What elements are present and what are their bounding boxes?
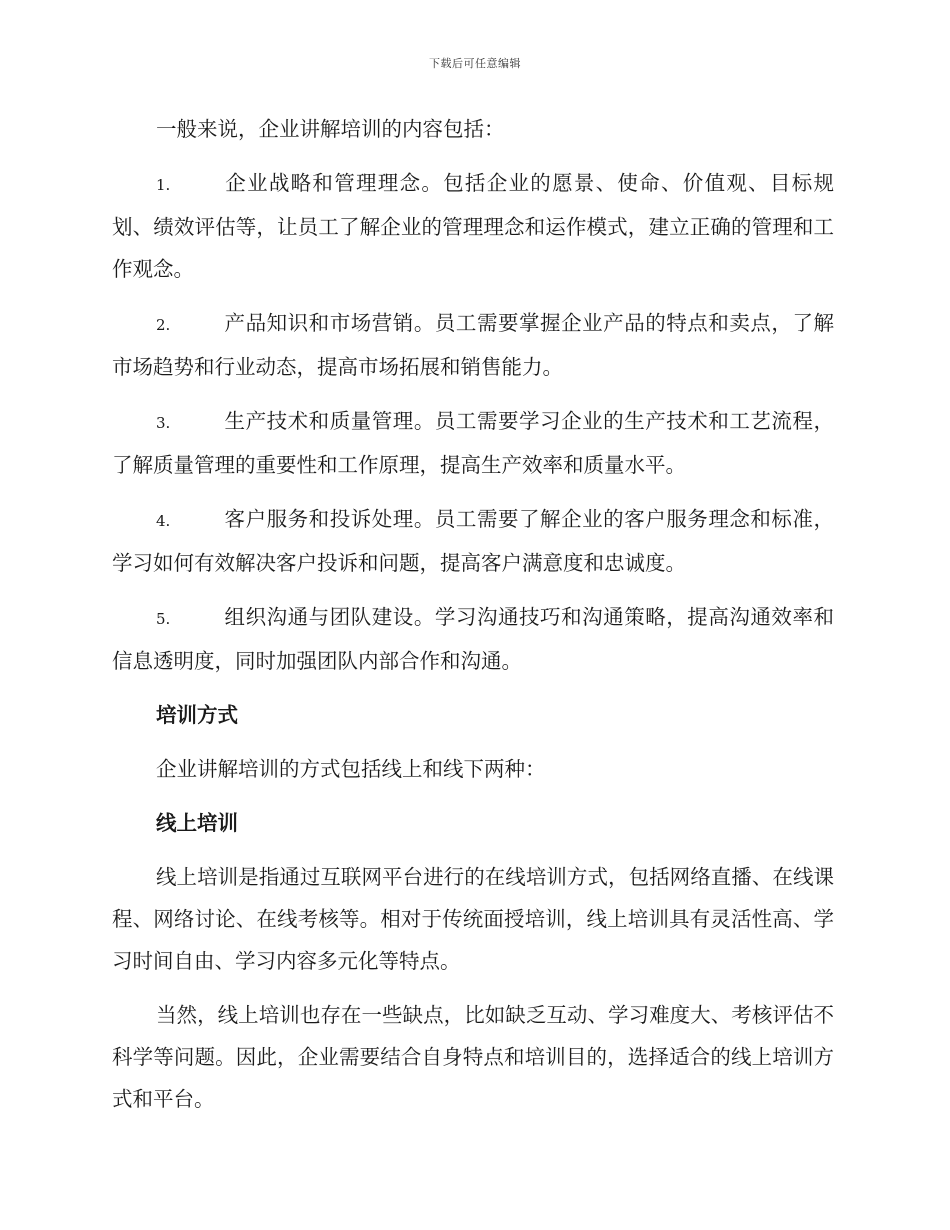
online-training-paragraph-1: 线上培训是指通过互联网平台进行的在线培训方式，包括网络直播、在线课程、网络讨论、在线考核等。相对于传统面授培训，线上培训具有灵活性高、学习时间自由、学习内容多元化等特点。 <box>112 865 834 973</box>
page-header: 下载后可任意编辑 <box>429 57 521 70</box>
list-text: 企业战略和管理理念。包括企业的愿景、使命、价值观、目标规划、绩效评估等，让员工了解企业的管理理念和运作模式，建立正确的管理和工作观念。 <box>112 171 834 281</box>
list-item <box>112 162 834 290</box>
list-number: 3. <box>156 414 171 432</box>
section-heading-training-methods: 培训方式 <box>156 703 238 727</box>
list-number: 5. <box>156 610 171 628</box>
list-item <box>112 498 834 584</box>
list-item <box>112 400 834 486</box>
list-text: 产品知识和市场营销。员工需要掌握企业产品的特点和卖点，了解市场趋势和行业动态，提高市场拓展和销售能力。 <box>112 311 834 379</box>
document-body <box>112 108 834 1132</box>
training-methods-intro: 企业讲解培训的方式包括线上和线下两种： <box>156 757 546 781</box>
list-item <box>112 596 834 682</box>
list-number: 1. <box>156 176 171 194</box>
list-text: 组织沟通与团队建设。学习沟通技巧和沟通策略，提高沟通效率和信息透明度，同时加强团队内部合作和沟通。 <box>112 605 834 673</box>
list-number: 4. <box>156 512 171 530</box>
list-text: 客户服务和投诉处理。员工需要了解企业的客户服务理念和标准，学习如何有效解决客户投诉和问题，提高客户满意度和忠诚度。 <box>112 507 834 575</box>
online-training-paragraph-2: 当然，线上培训也存在一些缺点，比如缺乏互动、学习难度大、考核评估不科学等问题。因此，企业需要结合自身特点和培训目的，选择适合的线上培训方式和平台。 <box>112 1003 834 1111</box>
section-heading-online-training: 线上培训 <box>156 811 238 835</box>
list-text: 生产技术和质量管理。员工需要学习企业的生产技术和工艺流程，了解质量管理的重要性和工作原理，提高生产效率和质量水平。 <box>112 409 834 477</box>
list-item <box>112 302 834 388</box>
list-number: 2. <box>156 316 171 334</box>
intro-paragraph: 一般来说，企业讲解培训的内容包括： <box>156 117 505 141</box>
